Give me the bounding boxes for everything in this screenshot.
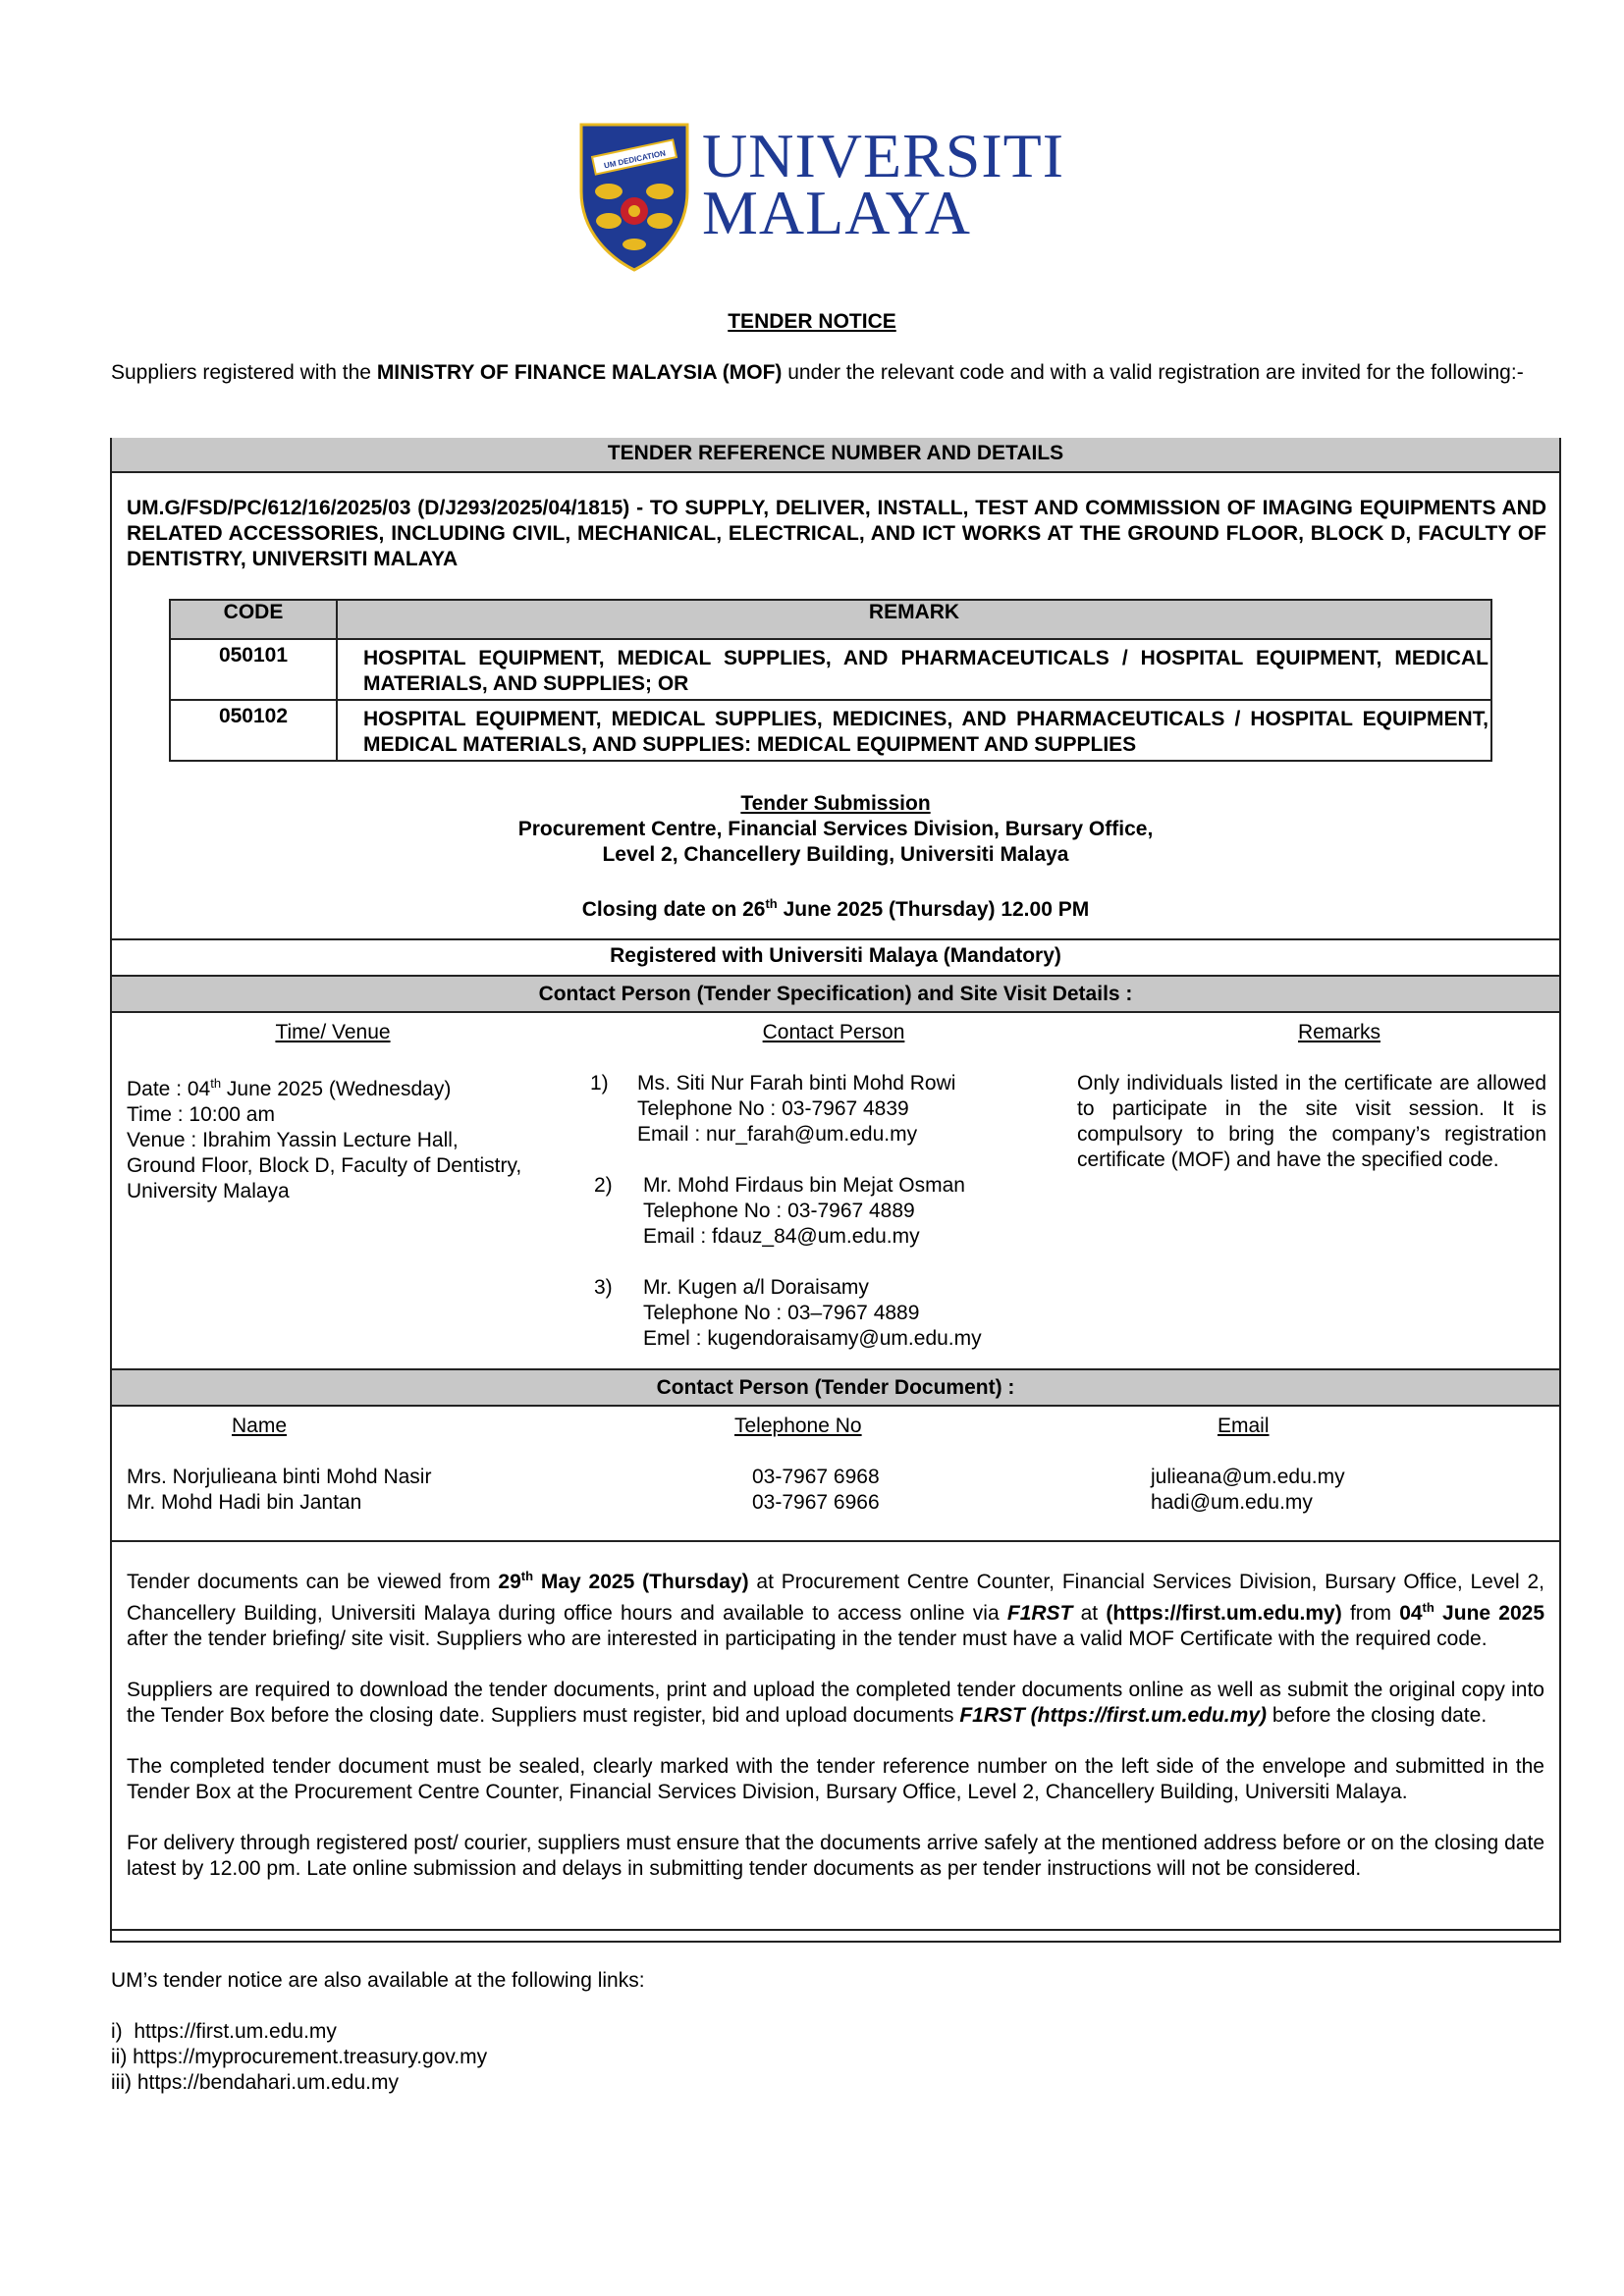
doc-contact-name: Mr. Mohd Hadi bin Jantan	[127, 1491, 362, 1514]
submission-line1: Procurement Centre, Financial Services Division, Bursary Office,	[517, 818, 1154, 840]
doc-contact-emails	[1151, 1465, 1345, 1516]
contact-email: Email : nur_farah@um.edu.my	[637, 1123, 918, 1146]
contact-email: Emel : kugendoraisamy@um.edu.my	[643, 1327, 982, 1350]
section-header: TENDER REFERENCE NUMBER AND DETAILS	[112, 438, 1559, 473]
visit-venue-1: Venue : Ibrahim Yassin Lecture Hall,	[127, 1129, 459, 1151]
note-paragraph-2: Suppliers are required to download the tender documents, print and upload the completed tender documents online as well as submit the original copy into the Tender Box before the closing date. Suppliers must register, bid and upload documents F1RST (https://first.um.edu.my) before the closing date.	[127, 1679, 1544, 1727]
contact-phone: Telephone No : 03-7967 4839	[637, 1097, 909, 1120]
table-row	[170, 639, 1491, 700]
site-visit-header: Contact Person (Tender Specification) and Site Visit Details :	[112, 975, 1559, 1013]
wordmark-line1: UNIVERSITI	[702, 121, 1065, 190]
visit-date: Date : 04th June 2025 (Wednesday)	[127, 1076, 452, 1100]
links-section	[111, 1968, 645, 2096]
doc-contact-name: Mrs. Norjulieana binti Mohd Nasir	[127, 1466, 432, 1488]
visit-venue-3: University Malaya	[127, 1180, 290, 1202]
contact-3: 3) Mr. Kugen a/l Doraisamy Telephone No : 03–7967 4889 Emel : kugendoraisamy@um.edu.my	[594, 1276, 982, 1350]
submission-block	[112, 791, 1559, 923]
registered-note: Registered with Universiti Malaya (Mandatory)	[610, 944, 1061, 967]
note-paragraph-4: For delivery through registered post/ courier, suppliers must ensure that the documents arrive safely at the mentioned address before or on the closing date latest by 12.00 pm. Late online submission and delays in submitting tender documents as per tender instructions will not be considered.	[127, 1832, 1544, 1880]
col-name: Name	[232, 1415, 288, 1437]
remark-cell: HOSPITAL EQUIPMENT, MEDICAL SUPPLIES, AND PHARMACEUTICALS / HOSPITAL EQUIPMENT, MEDICAL MATERIALS, AND SUPPLIES; OR	[337, 639, 1491, 700]
contact-name: Mr. Mohd Firdaus bin Mejat Osman	[643, 1174, 965, 1197]
remark-cell: HOSPITAL EQUIPMENT, MEDICAL SUPPLIES, MEDICINES, AND PHARMACEUTICALS / HOSPITAL EQUIPMENT, MEDICAL MATERIALS, AND SUPPLIES: MEDICAL EQUIPMENT AND SUPPLIES	[337, 700, 1491, 761]
code-cell: 050102	[170, 700, 337, 761]
university-logo	[579, 121, 1065, 280]
col-email: Email	[1218, 1415, 1270, 1437]
col-telephone: Telephone No	[734, 1415, 862, 1437]
col-time-venue: Time/ Venue	[275, 1021, 391, 1043]
tender-description: UM.G/FSD/PC/612/16/2025/03 (D/J293/2025/04/1815) - TO SUPPLY, DELIVER, INSTALL, TEST AND COMMISSION OF IMAGING EQUIPMENTS AND RELATED ACCESSORIES, INCLUDING CIVIL, MECHANICAL, ELECTRICAL, AND ICT WORKS AT THE GROUND FLOOR, BLOCK D, FACULTY OF DENTISTRY, UNIVERSITI MALAYA	[127, 497, 1546, 570]
doc-contact-names	[127, 1465, 431, 1516]
visit-time: Time : 10:00 am	[127, 1103, 275, 1126]
code-table	[169, 599, 1492, 762]
notes-box	[110, 1540, 1561, 1943]
table-row	[170, 700, 1491, 761]
visit-venue-2: Ground Floor, Block D, Faculty of Dentistry,	[127, 1154, 522, 1177]
svg-text:UM DEDICATION: UM DEDICATION	[603, 148, 667, 171]
contact-name: Mr. Kugen a/l Doraisamy	[643, 1276, 869, 1299]
note-paragraph-3: The completed tender document must be sealed, clearly marked with the tender reference number on the left side of the envelope and submitted in the Tender Box at the Procurement Centre Counter, Financial Services Division, Bursary Office, Level 2, Chancellery Building, Universiti Malaya.	[127, 1755, 1544, 1803]
remark-header: REMARK	[337, 600, 1491, 639]
contact-1: 1) Ms. Siti Nur Farah binti Mohd Rowi Telephone No : 03-7967 4839 Email : nur_farah@um.edu.my	[590, 1072, 956, 1146]
tender-doc-header: Contact Person (Tender Document) :	[112, 1368, 1559, 1407]
contact-phone: Telephone No : 03-7967 4889	[643, 1200, 915, 1222]
code-header: CODE	[170, 600, 337, 639]
col-remarks: Remarks	[1297, 1021, 1380, 1043]
doc-contact-phone: 03-7967 6968	[752, 1466, 880, 1488]
submission-heading: Tender Submission	[740, 792, 931, 815]
link-item[interactable]: i) https://first.um.edu.my	[111, 2020, 337, 2043]
col-contact-person: Contact Person	[762, 1021, 905, 1043]
submission-line2: Level 2, Chancellery Building, Universiti Malaya	[602, 843, 1069, 866]
intro-text: Suppliers registered with the MINISTRY OF FINANCE MALAYSIA (MOF) under the relevant code and with a valid registration are invited for the following:-	[111, 361, 1524, 384]
note-paragraph-1: Tender documents can be viewed from 29th May 2025 (Thursday) at Procurement Centre Counter, Financial Services Division, Bursary Office, Level 2, Chancellery Building, Universiti Malaya during office hours and available to access online via F1RST at (https://first.um.edu.my) from 04th June 2025 after the tender briefing/ site visit. Suppliers who are interested in participating in the tender must have a valid MOF Certificate with the required code.	[127, 1569, 1545, 1650]
doc-contact-email: hadi@um.edu.my	[1151, 1491, 1313, 1514]
doc-contact-phones	[752, 1465, 880, 1516]
link-item[interactable]: iii) https://bendahari.um.edu.my	[111, 2071, 399, 2094]
contact-name: Ms. Siti Nur Farah binti Mohd Rowi	[637, 1072, 956, 1095]
contact-phone: Telephone No : 03–7967 4889	[643, 1302, 920, 1324]
doc-contact-email: julieana@um.edu.my	[1151, 1466, 1345, 1488]
links-intro: UM’s tender notice are also available at the following links:	[111, 1969, 645, 1992]
crest-icon	[579, 123, 689, 272]
contact-email: Email : fdauz_84@um.edu.my	[643, 1225, 920, 1248]
wordmark-line2: MALAYA	[702, 178, 971, 247]
doc-contact-phone: 03-7967 6966	[752, 1491, 880, 1514]
link-item[interactable]: ii) https://myprocurement.treasury.gov.my	[111, 2046, 488, 2068]
visit-details	[127, 1071, 559, 1204]
contact-2: 2) Mr. Mohd Firdaus bin Mejat Osman Telephone No : 03-7967 4889 Email : fdauz_84@um.edu.my	[594, 1174, 965, 1248]
code-cell: 050101	[170, 639, 337, 700]
page-title: TENDER NOTICE	[728, 310, 896, 333]
contact-list	[590, 1071, 1081, 1352]
visit-remarks: Only individuals listed in the certificate are allowed to participate in the site visit session. It is compulsory to bring the company’s registration certificate (MOF) and have the specified code.	[1077, 1072, 1546, 1171]
closing-date: Closing date on 26th June 2025 (Thursday) 12.00 PM	[581, 896, 1090, 921]
